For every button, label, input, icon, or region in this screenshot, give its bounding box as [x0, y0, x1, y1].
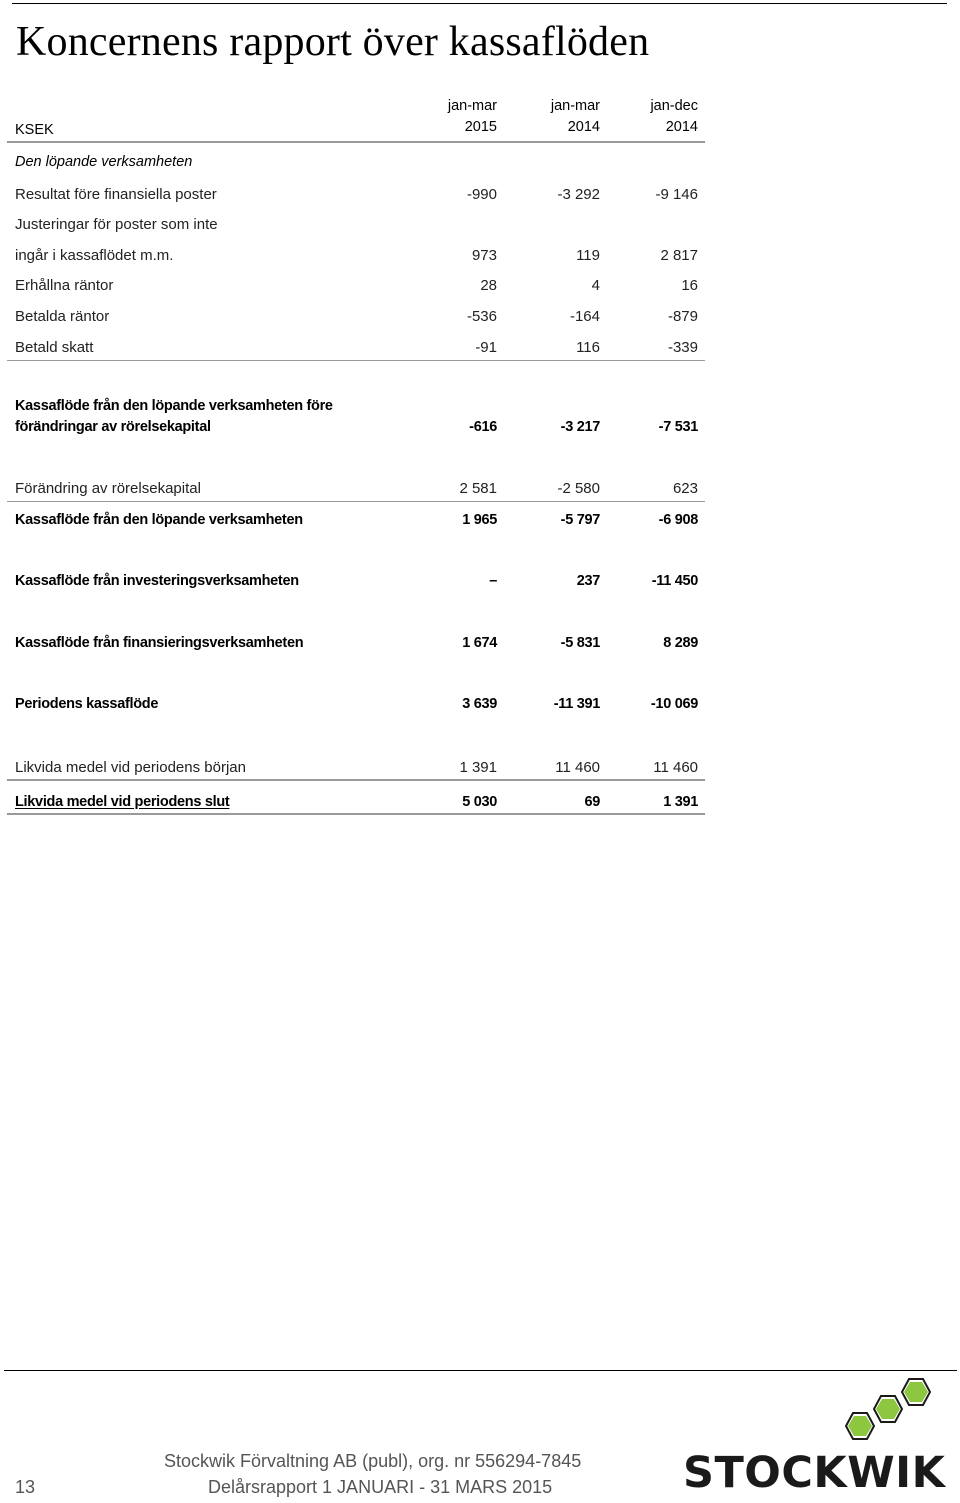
value-resultat-3: -9 146 [655, 186, 698, 203]
value-betalda-1: -536 [466, 308, 497, 325]
row-label-skatt: Betald skatt [15, 339, 94, 356]
footer-company: Stockwik Förvaltning AB (publ), org. nr 556294-7845 [164, 1451, 582, 1471]
value-slut-1: 5 030 [462, 794, 497, 810]
value-fore-2: -3 217 [560, 419, 600, 435]
footer-report-title: Delårsrapport 1 JANUARI - 31 MARS 2015 [208, 1477, 553, 1497]
header-rule [7, 141, 705, 143]
row-label-lopande: Kassaflöde från den löpande verksamheten [15, 512, 303, 528]
row-label-fore-2: förändringar av rörelsekapital [15, 419, 211, 435]
col-3-period: jan-dec [650, 98, 698, 114]
value-finans-2: -5 831 [560, 635, 600, 651]
stockwik-logo-icon [843, 1377, 943, 1453]
table-bottom-rule [7, 813, 705, 815]
value-skatt-3: -339 [667, 339, 698, 356]
value-forandring-2: -2 580 [557, 480, 600, 497]
top-rule [12, 3, 947, 4]
divider [7, 501, 705, 502]
value-forandring-1: 2 581 [459, 480, 497, 497]
value-fore-3: -7 531 [658, 419, 698, 435]
col-3-year: 2014 [665, 119, 698, 135]
value-erhallna-1: 28 [480, 277, 497, 294]
value-resultat-2: -3 292 [557, 186, 600, 203]
page-number: 13 [15, 1477, 36, 1497]
value-invest-3: -11 450 [651, 573, 698, 589]
row-label-periodens: Periodens kassaflöde [15, 696, 159, 712]
value-slut-3: 1 391 [663, 794, 698, 810]
row-label-erhallna: Erhållna räntor [15, 277, 114, 294]
row-label-justeringar-1: Justeringar för poster som inte [15, 216, 218, 233]
row-label-resultat: Resultat före finansiella poster [15, 186, 217, 203]
value-lopande-3: -6 908 [658, 512, 698, 528]
col-1-period: jan-mar [447, 98, 497, 114]
value-skatt-2: 116 [576, 339, 600, 356]
value-lopande-1: 1 965 [462, 512, 497, 528]
value-invest-1: – [489, 573, 497, 589]
col-1-year: 2015 [464, 119, 497, 135]
col-2-period: jan-mar [550, 98, 600, 114]
row-label-invest: Kassaflöde från investeringsverksamheten [15, 573, 299, 589]
value-periodens-2: -11 391 [553, 696, 600, 712]
value-periodens-1: 3 639 [462, 696, 497, 712]
value-borjan-2: 11 460 [555, 759, 600, 776]
page-title: Koncernens rapport över kassaflöden [16, 19, 650, 65]
value-borjan-1: 1 391 [459, 759, 497, 776]
value-finans-3: 8 289 [663, 635, 698, 651]
col-2-year: 2014 [567, 119, 600, 135]
value-justeringar-1: 973 [471, 247, 497, 264]
divider [7, 779, 705, 781]
row-label-slut: Likvida medel vid periodens slut [15, 794, 230, 810]
row-label-fore-1: Kassaflöde från den löpande verksamheten före [15, 398, 333, 414]
row-label-betalda: Betalda räntor [15, 308, 110, 325]
value-invest-2: 237 [576, 573, 600, 589]
value-justeringar-2: 119 [576, 247, 600, 264]
value-slut-2: 69 [584, 794, 600, 810]
value-borjan-3: 11 460 [653, 759, 698, 776]
value-erhallna-2: 4 [591, 277, 600, 294]
stockwik-logo-text: STOCKWIK [683, 1448, 946, 1498]
row-label-forandring: Förändring av rörelsekapital [15, 480, 201, 497]
value-betalda-3: -879 [667, 308, 698, 325]
row-label-borjan: Likvida medel vid periodens början [15, 759, 246, 776]
value-betalda-2: -164 [569, 308, 600, 325]
divider [7, 360, 705, 361]
footer-rule [4, 1370, 957, 1371]
unit-label: KSEK [15, 122, 54, 138]
value-lopande-2: -5 797 [560, 512, 600, 528]
value-erhallna-3: 16 [681, 277, 698, 294]
row-label-justeringar-2: ingår i kassaflödet m.m. [15, 247, 174, 264]
value-skatt-1: -91 [475, 339, 497, 356]
row-label-finans: Kassaflöde från finansieringsverksamheten [15, 635, 304, 651]
section-heading: Den löpande verksamheten [15, 154, 193, 170]
value-forandring-3: 623 [672, 480, 698, 497]
value-periodens-3: -10 069 [650, 696, 698, 712]
value-justeringar-3: 2 817 [660, 247, 698, 264]
value-fore-1: -616 [469, 419, 497, 435]
value-resultat-1: -990 [466, 186, 497, 203]
value-finans-1: 1 674 [462, 635, 497, 651]
